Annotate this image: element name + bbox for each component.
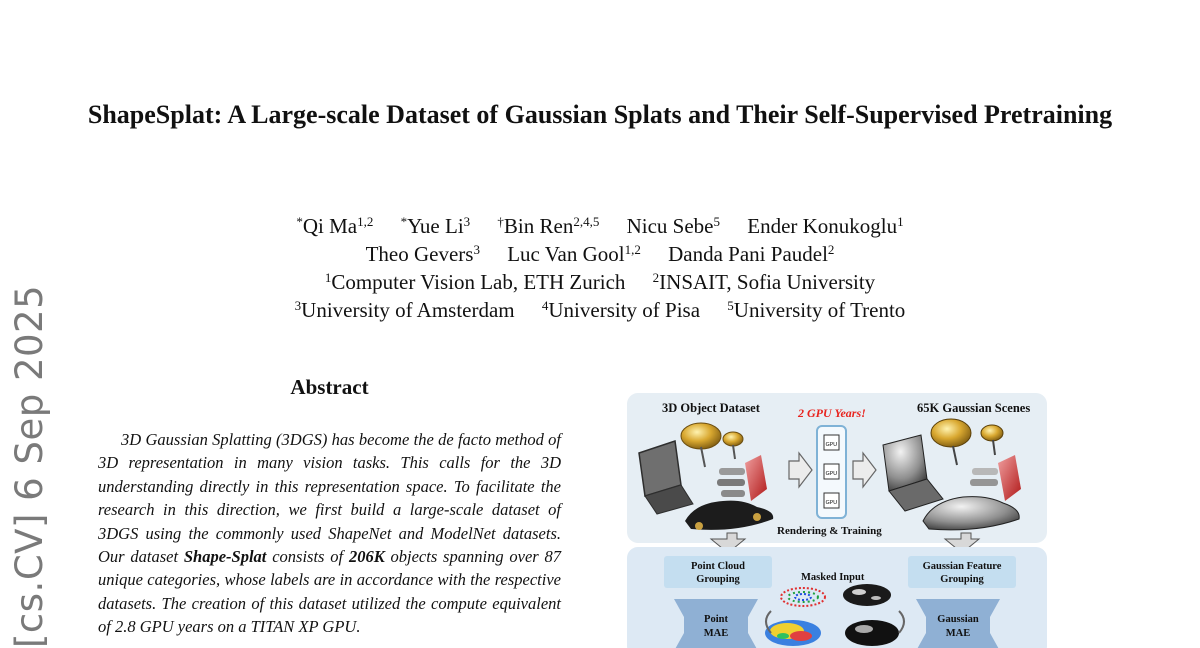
svg-text:GPU: GPU bbox=[825, 442, 838, 448]
svg-text:Point Cloud: Point Cloud bbox=[691, 561, 745, 572]
svg-text:Point: Point bbox=[704, 614, 728, 625]
rendering-label: Rendering & Training bbox=[777, 525, 882, 537]
svg-text:GPU: GPU bbox=[825, 471, 838, 477]
reconstructed-point-cloud-icon bbox=[765, 620, 821, 646]
abstract-text: 3D Gaussian Splatting (3DGS) has become the de facto method of 3D representation in many vision tasks. This calls for the 3D understanding directly in this representation space. To facilitate the research in this direction, we first build a large-scale dataset of 3DGS using the commonly used ShapeNet and ModelNet datasets. Our dataset Shape-Splat consists of 206K objects spanning over 87 unique categories, whose labels are in accordance with the respective datasets. The creation of this dataset utilized the compute equivalent of 2.8 GPU years on a TITAN XP GPU. bbox=[98, 430, 562, 637]
dataset-name: Shape-Splat bbox=[183, 547, 267, 567]
author-block bbox=[100, 212, 1100, 324]
affiliation: $^3$University of Amsterdam bbox=[294, 298, 515, 322]
affiliation: $^5$University of Trento bbox=[727, 298, 906, 322]
dataset-label: 3D Object Dataset bbox=[662, 401, 760, 415]
gpu-years-label: 2 GPU Years! bbox=[798, 406, 866, 420]
gpu-stack-icon bbox=[817, 426, 846, 518]
arxiv-stamp: [cs.CV] 6 Sep 2025 bbox=[8, 284, 51, 648]
scenes-label: 65K Gaussian Scenes bbox=[917, 401, 1031, 415]
author-name: *Qi Ma$^{1,2}$ bbox=[296, 214, 374, 238]
author-name: Luc Van Gool$^{1,2}$ bbox=[507, 242, 641, 266]
svg-text:GPU: GPU bbox=[825, 500, 838, 506]
author-line-1 bbox=[100, 212, 1100, 240]
masked-gaussian-icon bbox=[843, 584, 891, 606]
reconstructed-gaussian-icon bbox=[845, 620, 899, 646]
author-line-2 bbox=[100, 240, 1100, 268]
affiliation: $^1$Computer Vision Lab, ETH Zurich bbox=[324, 270, 626, 294]
svg-text:Grouping: Grouping bbox=[940, 574, 984, 585]
affiliation-line-1 bbox=[100, 268, 1100, 296]
author-name: Danda Pani Paudel$^2$ bbox=[668, 242, 835, 266]
object-count: 206K bbox=[348, 547, 385, 567]
affiliation-line-2 bbox=[100, 296, 1100, 324]
masked-input-label: Masked Input bbox=[801, 572, 865, 583]
svg-text:Gaussian Feature: Gaussian Feature bbox=[922, 561, 1002, 572]
teaser-figure bbox=[627, 393, 1047, 648]
affiliation: $^2$INSAIT, Sofia University bbox=[652, 270, 876, 294]
abstract-heading: Abstract bbox=[290, 375, 369, 399]
affiliation: $^4$University of Pisa bbox=[541, 298, 701, 322]
svg-text:Grouping: Grouping bbox=[696, 574, 740, 585]
author-name: *Yue Li$^3$ bbox=[400, 214, 471, 238]
svg-text:MAE: MAE bbox=[703, 628, 729, 639]
svg-text:MAE: MAE bbox=[945, 628, 971, 639]
author-name: Nicu Sebe$^5$ bbox=[626, 214, 720, 238]
author-name: †Bin Ren$^{2,4,5}$ bbox=[497, 214, 600, 238]
paper-title: ShapeSplat: A Large-scale Dataset of Gaussian Splats and Their Self-Supervised Pretraining bbox=[87, 100, 1113, 129]
author-name: Ender Konukoglu$^1$ bbox=[747, 214, 904, 238]
author-name: Theo Gevers$^3$ bbox=[365, 242, 480, 266]
svg-text:Gaussian: Gaussian bbox=[937, 614, 979, 625]
